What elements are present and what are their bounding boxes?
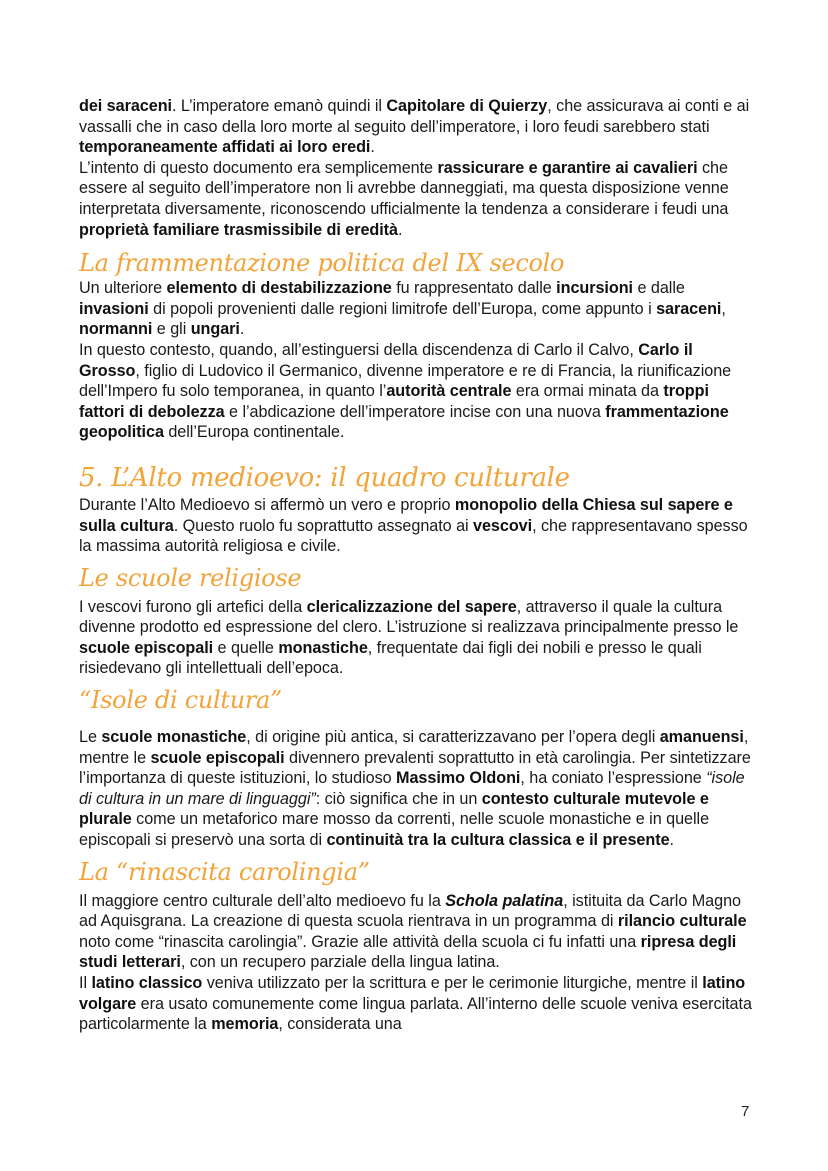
text-run: . L’imperatore emanò quindi il bbox=[171, 97, 387, 115]
bold-term: latino classico bbox=[91, 974, 203, 992]
bold-term: Carlo il Grosso bbox=[79, 340, 693, 380]
text-run: . bbox=[669, 831, 674, 850]
text-run: Il bbox=[79, 974, 92, 992]
bold-term: elemento di destabilizzazione bbox=[166, 279, 392, 298]
text-run: I vescovi furono gli artefici della bbox=[79, 597, 307, 616]
bold-term: saraceni bbox=[656, 299, 722, 318]
bold-term: dei saraceni bbox=[79, 97, 172, 115]
bold-term: frammentazione geopolitica bbox=[79, 402, 729, 442]
text-run: di popoli provenienti dalle regioni limitrofe dell’Europa, come appunto i bbox=[148, 299, 657, 318]
section-heading: “Isole di cultura” bbox=[79, 686, 283, 715]
bold-term: ripresa degli studi letterari bbox=[79, 932, 737, 972]
text-run: : ciò significa che in un bbox=[315, 789, 482, 808]
text-run: , con un recupero parziale della lingua latina. bbox=[180, 953, 500, 972]
text-run: Il maggiore centro culturale dell’alto medioevo fu la bbox=[79, 891, 446, 910]
bold-term: proprietà familiare trasmissibile di eredità bbox=[79, 220, 398, 239]
text-run: , che rappresentavano spesso la massima autorità religiosa e civile. bbox=[79, 516, 748, 556]
text-run: , istituita da Carlo Magno ad Aquisgrana. La creazione di questa scuola rientrava in un programma di bbox=[79, 891, 741, 931]
document-page bbox=[79, 96, 755, 1035]
text-run: , frequentate dai figli dei nobili e presso le quali risiedevano gli intellettuali dell’epoca. bbox=[79, 638, 702, 678]
bold-term: monopolio della Chiesa sul sapere e sulla cultura bbox=[79, 495, 733, 535]
text-run: e l’abdicazione dell’imperatore incise con una nuova bbox=[224, 402, 606, 421]
text-run: e dalle bbox=[633, 279, 685, 298]
bold-term: continuità tra la cultura classica e il presente bbox=[326, 831, 670, 850]
bold-term: Capitolare di Quierzy bbox=[386, 97, 548, 115]
paragraph bbox=[79, 158, 755, 240]
text-run: , che assicurava ai conti e ai vassalli che in caso della loro morte al seguito dell’imperatore, i loro feudi sarebbero stati bbox=[79, 97, 750, 136]
bold-term: ungari bbox=[190, 320, 240, 339]
bold-term: contesto culturale mutevole e plurale bbox=[79, 789, 709, 829]
bold-term: normanni bbox=[79, 320, 153, 339]
paragraph bbox=[79, 340, 755, 443]
text-run: Le bbox=[79, 728, 102, 747]
text-run: e gli bbox=[152, 320, 191, 339]
bold-term: incursioni bbox=[556, 279, 634, 298]
bold-term: temporaneamente affidati ai loro eredi bbox=[79, 138, 371, 157]
paragraph bbox=[79, 973, 755, 1035]
bold-term: memoria bbox=[211, 1015, 279, 1034]
text-run: era ormai minata da bbox=[511, 382, 664, 401]
text-run: e quelle bbox=[213, 638, 279, 657]
paragraph bbox=[79, 727, 755, 851]
italic-quote: “isole di cultura in un mare di linguaggi” bbox=[79, 769, 745, 808]
text-run: veniva utilizzato per la scrittura e per le cerimonie liturgiche, mentre il bbox=[202, 974, 703, 992]
text-run: , considerata una bbox=[278, 1015, 402, 1034]
text-run: che essere al seguito dell’imperatore non li avrebbe danneggiati, ma questa disposizione venne interpretata diversamente, riconoscendo ufficialmente la tendenza a considerare i feudi una bbox=[79, 158, 729, 218]
text-run: . Questo ruolo fu soprattutto assegnato ai bbox=[173, 516, 474, 535]
text-run: Un ulteriore bbox=[79, 279, 167, 298]
bold-term: amanuensi bbox=[659, 728, 744, 747]
text-run: fu rappresentato dalle bbox=[391, 279, 557, 298]
bold-term: invasioni bbox=[79, 299, 149, 318]
paragraph bbox=[79, 891, 755, 973]
paragraph bbox=[79, 495, 755, 557]
bold-term: scuole episcopali bbox=[79, 638, 214, 657]
text-run: In questo contesto, quando, all’estinguersi della discendenza di Carlo il Calvo, bbox=[79, 340, 639, 359]
text-run: come un metaforico mare mosso da correnti, nelle scuole monastiche e in quelle episcopali si preservò una sorta di bbox=[79, 810, 710, 850]
text-run: era usato comunemente come lingua parlata. All’interno delle scuole veniva esercitata particolarmente la bbox=[79, 994, 752, 1034]
paragraph bbox=[79, 278, 755, 340]
bold-term: vescovi bbox=[473, 516, 533, 535]
text-run: , di origine più antica, si caratterizzavano per l’opera degli bbox=[246, 728, 660, 747]
page-number: 7 bbox=[741, 1103, 750, 1120]
bold-term: Massimo Oldoni bbox=[396, 769, 521, 788]
paragraph bbox=[79, 96, 755, 158]
text-run: . bbox=[239, 320, 245, 339]
bold-term: latino volgare bbox=[79, 974, 746, 1013]
bold-term: clericalizzazione del sapere bbox=[306, 597, 517, 616]
bold-term: monastiche bbox=[278, 638, 368, 657]
text-run: dell’Europa continentale. bbox=[163, 423, 345, 442]
text-run: , bbox=[721, 299, 726, 318]
paragraph bbox=[79, 597, 755, 679]
text-run: L’intento di questo documento era semplicemente bbox=[79, 158, 438, 177]
chapter-heading: 5. L’Alto medioevo: il quadro culturale bbox=[79, 462, 570, 493]
bold-term: scuole episcopali bbox=[150, 748, 285, 767]
bold-term: rilancio culturale bbox=[617, 912, 747, 931]
text-run: noto come “rinascita carolingia”. Grazie alle attività della scuola ci fu infatti una bbox=[79, 932, 641, 951]
section-heading: La frammentazione politica del IX secolo bbox=[79, 249, 565, 278]
text-run: , mentre le bbox=[79, 728, 749, 767]
text-run: divennero prevalenti soprattutto in età carolingia. Per sintetizzare l’importanza di queste istituzioni, lo studioso bbox=[79, 748, 751, 788]
bold-italic-term: Schola palatina bbox=[445, 891, 564, 910]
text-run: . bbox=[397, 220, 403, 239]
text-run: Durante l’Alto Medioevo si affermò un vero e proprio bbox=[79, 495, 455, 514]
section-heading: Le scuole religiose bbox=[79, 563, 302, 592]
text-run: . bbox=[370, 138, 375, 157]
text-run: , attraverso il quale la cultura divenne prodotto ed espressione del clero. L’istruzione si realizzava principalmente presso le bbox=[79, 597, 739, 637]
bold-term: scuole monastiche bbox=[101, 728, 247, 747]
text-run: , ha coniato l’espressione bbox=[520, 769, 707, 788]
bold-term: autorità centrale bbox=[386, 382, 512, 401]
bold-term: rassicurare e garantire ai cavalieri bbox=[437, 158, 698, 177]
bold-term: troppi fattori di debolezza bbox=[79, 382, 709, 421]
section-heading: La “rinascita carolingia” bbox=[79, 857, 370, 886]
text-run: , figlio di Ludovico il Germanico, divenne imperatore e re di Francia, la riunificazione dell’Impero fu solo temporanea, in quanto l’ bbox=[79, 361, 732, 401]
